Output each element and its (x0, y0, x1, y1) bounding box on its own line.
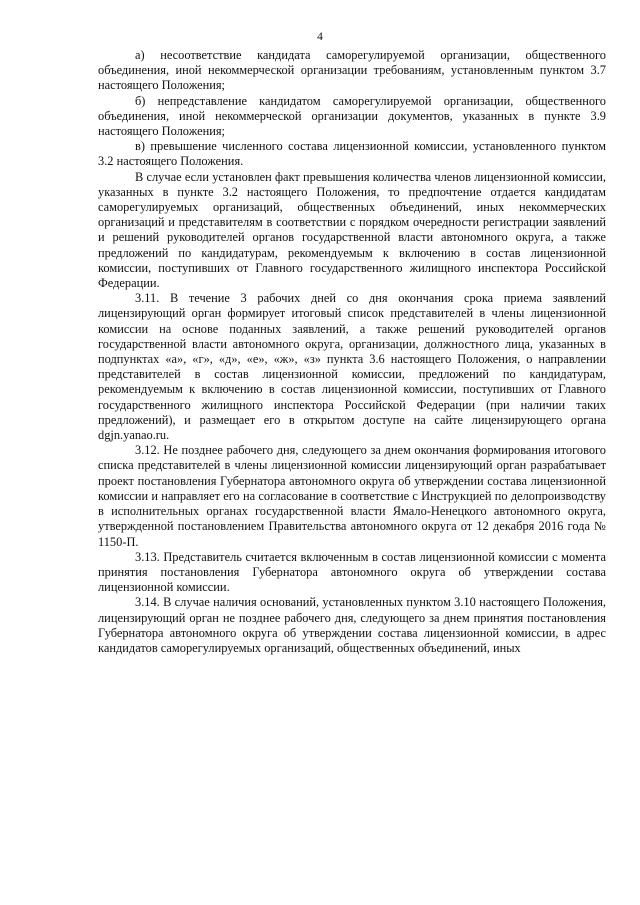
paragraph-3-10-a: а) несоответствие кандидата саморегулируемой организации, общественного объединения, иной некоммерческой организации требованиям, установленным пунктом 3.7 настоящего Положения; (98, 48, 606, 93)
document-body (98, 48, 606, 656)
page-number: 4 (317, 31, 323, 43)
paragraph-3-11: 3.11. В течение 3 рабочих дней со дня окончания срока приема заявлений лицензирующий орган формирует итоговый список представителей в члены лицензионной комиссии на основе поданных заявлений, а также решений руководителей органов государственной власти автономного округа, организации, должностного лица, указанных в подпунктах «а», «г», «д», «е», «ж», «з» пункта 3.6 настоящего Положения, о направлении представителей в состав лицензионной комиссии, предложений по кандидатурам, рекомендуемым к включению в состав лицензионной комиссии, поступивших от Главного государственного жилищного инспектора Российской Федерации (при наличии таких предложений), и размещает его в открытом доступе на сайте лицензирующего органа dgjn.yanao.ru. (98, 291, 606, 443)
paragraph-3-13: 3.13. Представитель считается включенным в состав лицензионной комиссии с момента принятия постановления Губернатора автономного округа об утверждении состава лицензионной комиссии. (98, 549, 606, 595)
paragraph-3-14: 3.14. В случае наличия оснований, установленных пунктом 3.10 настоящего Положения, лицензирующий орган не позднее рабочего дня, следующего за днем принятия постановления Губернатора автономного округа об утверждении состава лицензионной комиссии, в адрес кандидатов саморегулируемых организаций, общественных объединений, иных (98, 595, 606, 655)
paragraph-3-10-c: в) превышение численного состава лицензионной комиссии, установленного пунктом 3.2 настоящего Положения. (98, 139, 606, 169)
paragraph-excess-members: В случае если установлен факт превышения количества членов лицензионной комиссии, указанных в пункте 3.2 настоящего Положения, то предпочтение отдается кандидатам саморегулируемых организаций, общественных объединений, иных некоммерческих организаций и представителям в соответствии с порядком очередности регистрации заявлений и решений руководителей органов государственной власти автономного округа, а также предложений по кандидатурам, рекомендуемым к включению в состав лицензионной комиссии, поступивших от Главного государственного жилищного инспектора Российской Федерации. (98, 169, 606, 291)
paragraph-3-12: 3.12. Не позднее рабочего дня, следующего за днем окончания формирования итогового списка представителей в члены лицензионной комиссии лицензирующий орган разрабатывает проект постановления Губернатора автономного округа об утверждении состава лицензионной комиссии и направляет его на согласование в соответствие с Инструкцией по делопроизводству в исполнительных органах государственной власти Ямало-Ненецкого автономного округа, утвержденной постановлением Правительства автономного округа от 12 декабря 2016 года № 1150-П. (98, 443, 606, 549)
paragraph-3-10-b: б) непредставление кандидатом саморегулируемой организации, общественного объединения, иной некоммерческой организации документов, указанных в пункте 3.9 настоящего Положения; (98, 93, 606, 139)
